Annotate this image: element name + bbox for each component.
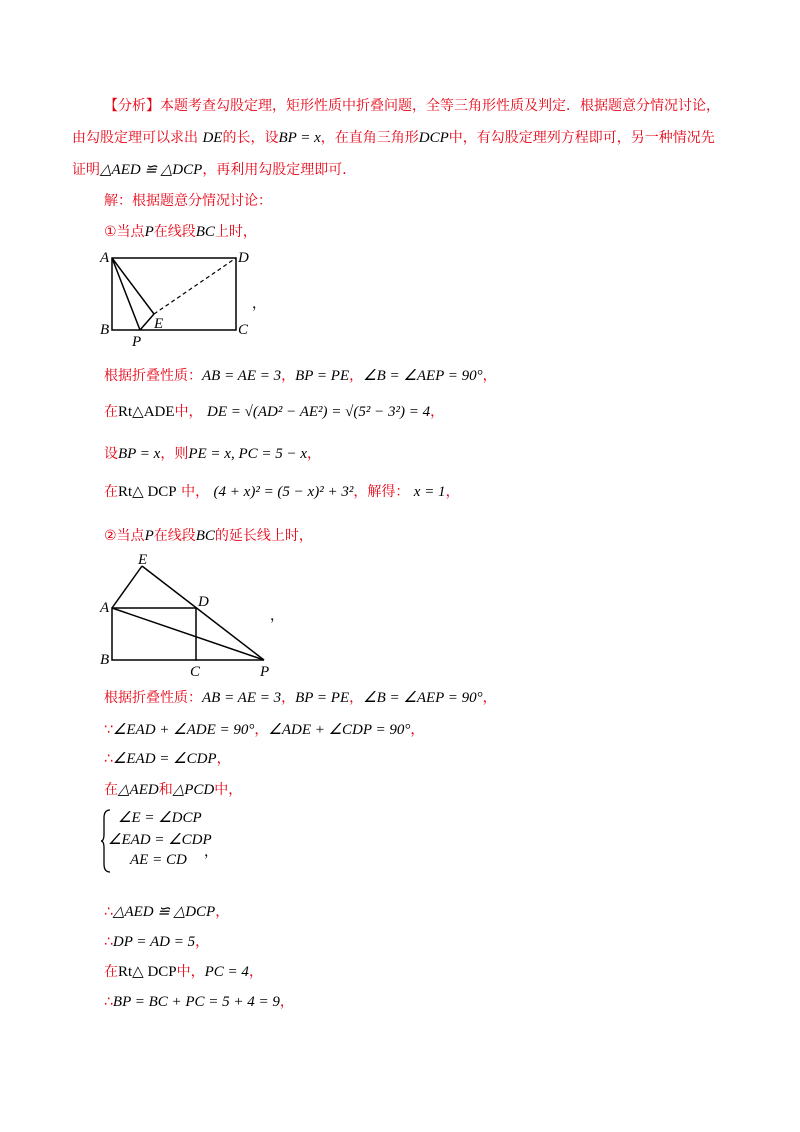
l1f: ∠B = ∠AEP = 90°	[363, 368, 483, 384]
m5b: △AED ≌ △DCP	[112, 904, 216, 920]
math-bp-x: BP = x	[278, 130, 321, 146]
fig1-label-b: B	[100, 322, 110, 338]
math-congruence: △AED ≌ △DCP	[100, 162, 203, 178]
system-eq-2: ∠EAD = ∠CDP	[108, 832, 212, 848]
analysis-line-1	[104, 96, 720, 116]
l4a: 在	[104, 484, 118, 500]
l1e: ，	[349, 368, 364, 384]
m3b: ∠EAD = ∠CDP	[112, 751, 217, 767]
l4g: ，	[445, 484, 460, 500]
fig2-comma: ，	[270, 608, 284, 624]
l3c: ，则	[160, 446, 189, 462]
m4c: 和	[158, 782, 173, 798]
m1f: ∠B = ∠AEP = 90°	[363, 690, 483, 706]
case2-b: 在线段	[153, 528, 196, 544]
m1a: 根据折叠性质：	[104, 690, 202, 706]
fig2-label-b: B	[100, 652, 110, 668]
math-dcp: DCP	[418, 130, 449, 146]
case-2-heading	[104, 526, 313, 546]
l3e: ，	[307, 446, 322, 462]
analysis-text-3a: 证明	[72, 162, 100, 178]
l2d: DE = √(AD² − AE²) = √(5² − 3²) = 4	[207, 404, 431, 420]
fig1-label-a: A	[100, 250, 110, 266]
rt-ade-line	[104, 402, 444, 422]
fig2-label-c: C	[190, 664, 201, 678]
l1c: ，	[281, 368, 296, 384]
m8c: ，	[279, 994, 294, 1010]
analysis-text-2g: 中，有勾股定理列方程即可，另一种情况先	[448, 130, 715, 146]
analysis-text-2c: 的长，设	[222, 130, 279, 146]
fig1-comma: ，	[252, 296, 266, 312]
fig1-label-p: P	[132, 334, 142, 348]
figure-2	[96, 552, 286, 678]
m6c: ，	[195, 934, 210, 950]
m8b: BP = BC + PC = 5 + 4 = 9	[112, 994, 280, 1010]
m1e: ，	[349, 690, 364, 706]
fig2-label-p: P	[260, 664, 270, 678]
l2c: 中，	[174, 404, 203, 420]
case-1-heading	[104, 222, 257, 242]
therefore-dp	[104, 932, 209, 952]
m7c: 中，	[176, 964, 205, 980]
case1-c: 上时，	[214, 224, 257, 240]
l4f: x = 1	[413, 484, 446, 500]
m1g: ，	[482, 690, 497, 706]
m2e: ，	[410, 722, 425, 738]
l3d: PE = x, PC = 5 − x	[188, 446, 308, 462]
case1-bc: BC	[195, 224, 215, 240]
therefore-symbol-1: ∴	[104, 751, 113, 767]
fig2-label-a: A	[100, 600, 110, 616]
because-line	[104, 720, 424, 740]
m2c: ，	[254, 722, 269, 738]
m7d: PC = 4	[204, 964, 249, 980]
rt-dcp-equation-line	[104, 482, 460, 502]
in-triangles-line	[104, 780, 242, 800]
m1b: AB = AE = 3	[202, 690, 282, 706]
l3a: 设	[104, 446, 118, 462]
rt-dcp-pc-line	[104, 962, 263, 982]
l1b: AB = AE = 3	[202, 368, 282, 384]
let-bp-line	[104, 444, 321, 464]
fold-property-2	[104, 688, 497, 708]
m4e: 中，	[214, 782, 243, 798]
therefore-congruent	[104, 902, 229, 922]
analysis-text-2e: ，在直角三角形	[320, 130, 419, 146]
m4a: 在	[104, 782, 118, 798]
case2-bc: BC	[195, 528, 215, 544]
analysis-text-1: 本题考查勾股定理，矩形性质中折叠问题，全等三角形性质及判定．根据题意分情况讨论，	[160, 98, 720, 114]
therefore-symbol-3: ∴	[104, 934, 113, 950]
m1c: ，	[281, 690, 296, 706]
m1d: BP = PE	[295, 690, 350, 706]
l4d: (4 + x)² = (5 − x)² + 3²	[213, 484, 354, 500]
therefore-symbol-4: ∴	[104, 994, 113, 1010]
therefore-symbol-2: ∴	[104, 904, 113, 920]
because-symbol: ∵	[104, 722, 113, 738]
fold-property-1	[104, 366, 497, 386]
analysis-text-3c: ，再利用勾股定理即可．	[202, 162, 357, 178]
l1d: BP = PE	[295, 368, 350, 384]
case1-b: 在线段	[153, 224, 196, 240]
analysis-tag: 【分析】	[104, 98, 160, 114]
case1-a: ①当点	[104, 224, 145, 240]
case2-p: P	[144, 528, 154, 544]
m7b: Rt△ DCP	[118, 964, 177, 980]
fig2-label-e: E	[138, 552, 148, 568]
case1-p: P	[144, 224, 154, 240]
system-eq-3: AE = CD	[130, 852, 187, 868]
fig1-label-e: E	[154, 316, 164, 332]
math-de: DE	[202, 130, 223, 146]
analysis-line-3	[72, 160, 356, 180]
fig2-label-d: D	[198, 594, 209, 610]
m2b: ∠EAD + ∠ADE = 90°	[112, 722, 255, 738]
case2-a: ②当点	[104, 528, 145, 544]
m7a: 在	[104, 964, 118, 980]
m4d: △PCD	[172, 782, 215, 798]
l2b: Rt△ADE	[118, 404, 175, 420]
therefore-bp	[104, 992, 294, 1012]
l4e: ，解得：	[353, 484, 410, 500]
l4c: 中，	[181, 484, 210, 500]
l2e: ，	[430, 404, 445, 420]
system-eq-1: ∠E = ∠DCP	[118, 810, 202, 826]
solution-intro: 解：根据题意分情况讨论：	[104, 193, 272, 209]
system-comma: ，	[204, 844, 218, 860]
m4b: △AED	[118, 782, 159, 798]
l3b: BP = x	[118, 446, 161, 462]
figure-1	[96, 248, 276, 348]
l4b: Rt△ DCP	[118, 484, 177, 500]
analysis-line-2	[72, 128, 715, 148]
m6b: DP = AD = 5	[112, 934, 196, 950]
m2d: ∠ADE + ∠CDP = 90°	[268, 722, 411, 738]
m7e: ，	[248, 964, 263, 980]
analysis-text-2a: 由勾股定理可以求出	[72, 130, 198, 146]
l1g: ，	[482, 368, 497, 384]
m3c: ，	[216, 751, 231, 767]
therefore-line-1	[104, 749, 231, 769]
l2a: 在	[104, 404, 118, 420]
m5c: ，	[215, 904, 230, 920]
case2-c: 的延长线上时，	[214, 528, 313, 544]
fig1-label-d: D	[238, 250, 249, 266]
l1a: 根据折叠性质：	[104, 368, 202, 384]
fig1-label-c: C	[238, 322, 249, 338]
